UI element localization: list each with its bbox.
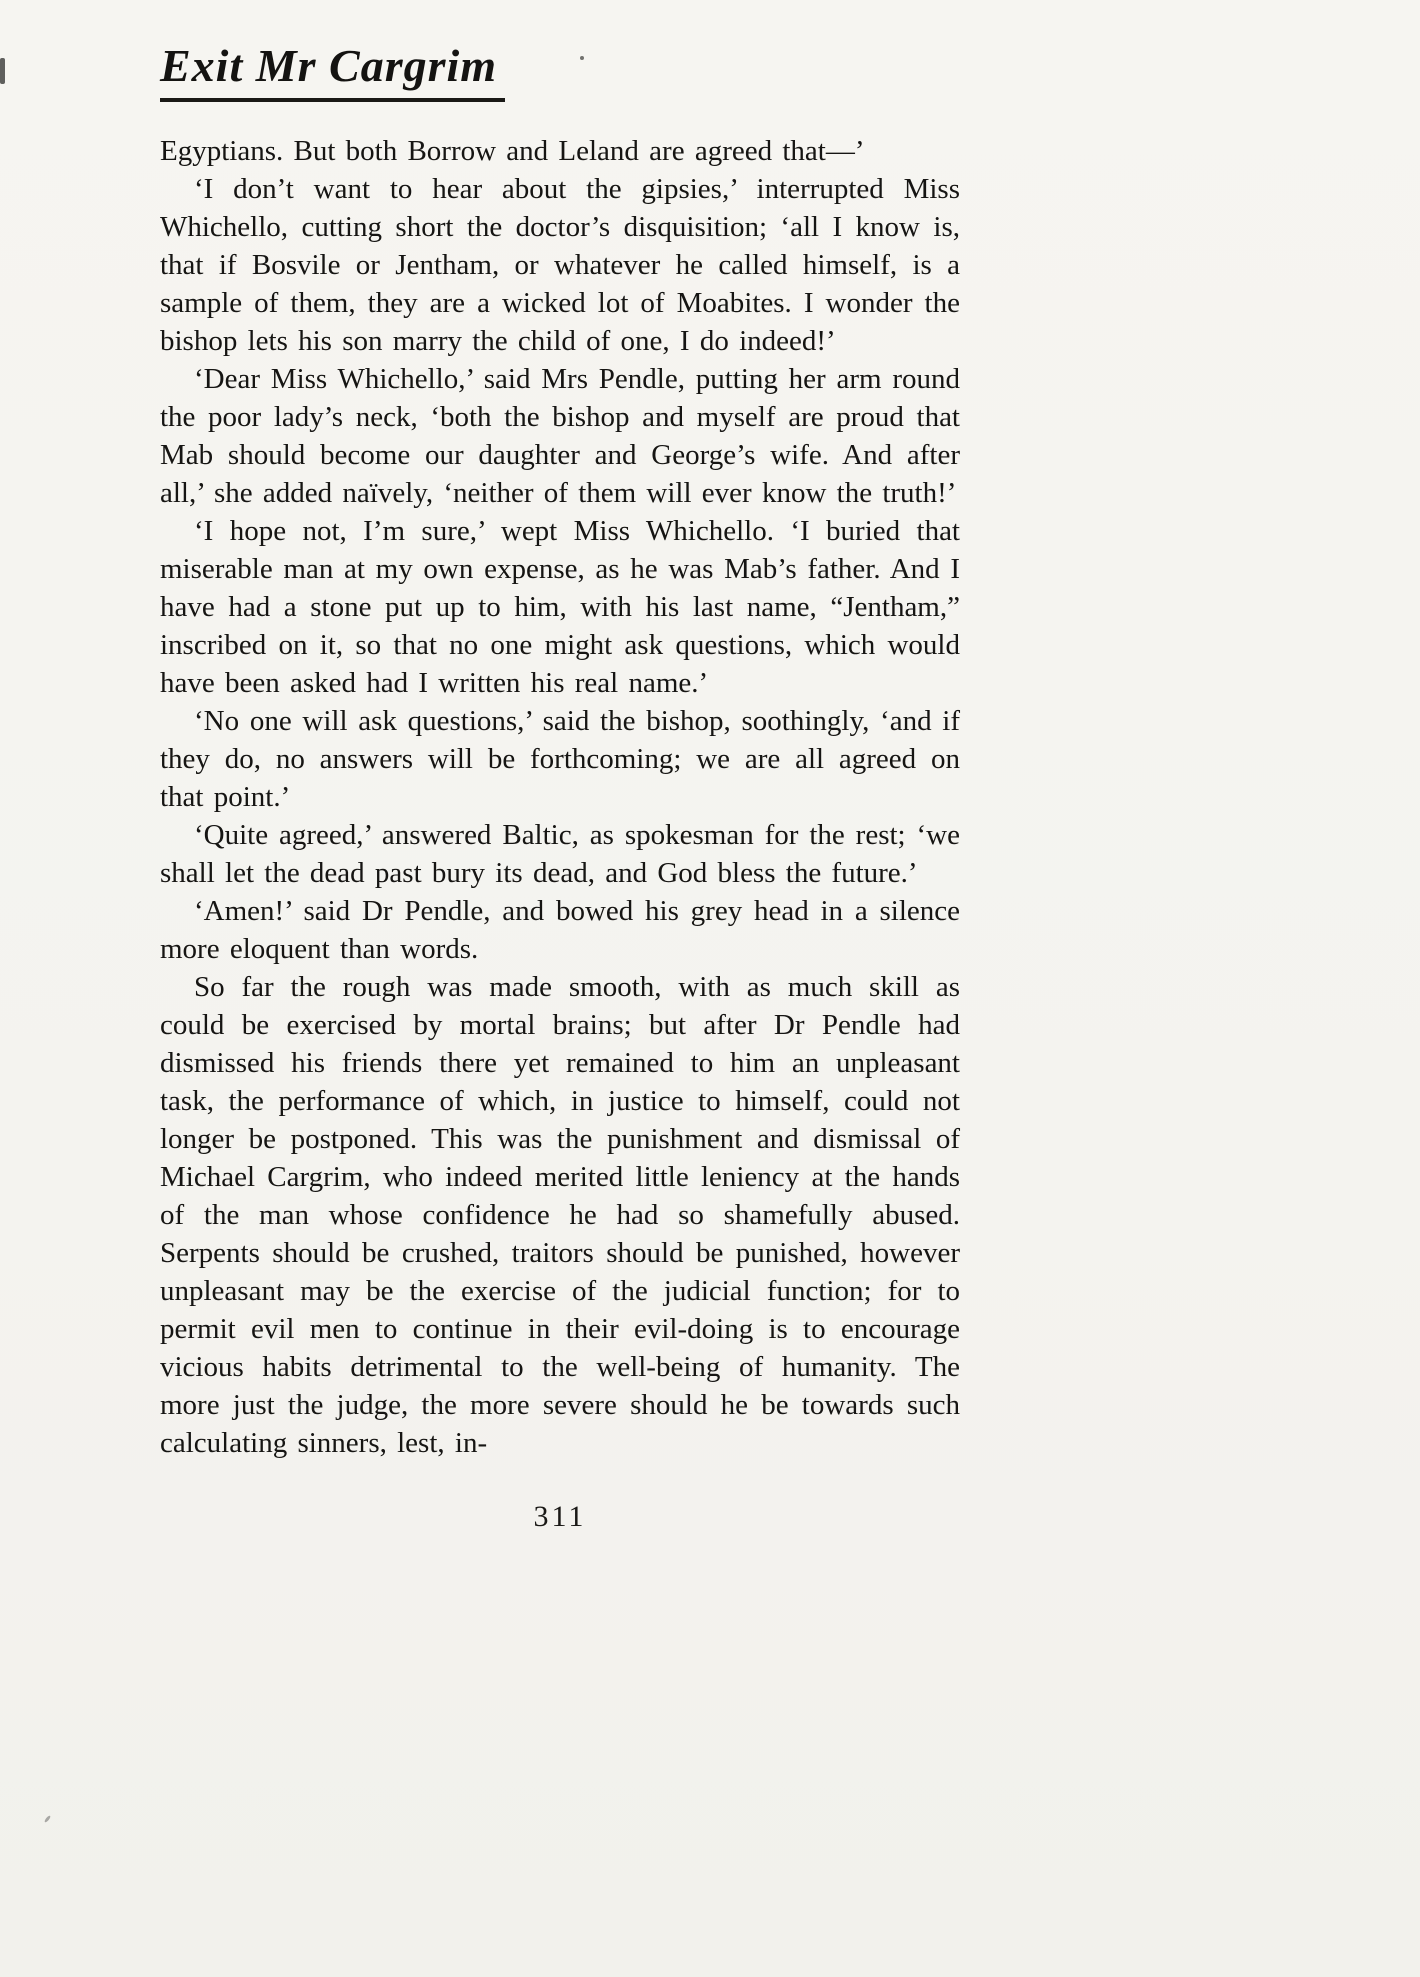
paragraph: So far the rough was made smooth, with as much skill as could be exercised by mortal brains; but after Dr Pendle had dismissed his friends there yet remained to him an unpleasant task, the performance of which, in justice to himself, could not longer be postponed. This was the punishment and dismissal of Michael Cargrim, who indeed merited little leniency at the hands of the man whose confidence he had so shamefully abused. Serpents should be crushed, traitors should be punished, however unpleasant may be the exercise of the judicial function; for to permit evil men to continue in their evil-doing is to encourage vicious habits detrimental to the well-being of humanity. The more just the judge, the more severe should he be towards such calculating sinners, lest, in- <box>160 971 960 1459</box>
paragraph: ‘I don’t want to hear about the gipsies,’ interrupted Miss Whichello, cutting short the doctor’s disquisition; ‘all I know is, that if Bosvile or Jentham, or whatever he called himself, is a sample of them, they are a wicked lot of Moabites. I wonder the bishop lets his son marry the child of one, I do indeed!’ <box>160 173 960 357</box>
scan-speck <box>0 58 5 84</box>
paragraph: ‘No one will ask questions,’ said the bishop, soothingly, ‘and if they do, no answers will be forthcoming; we are all agreed on that point.’ <box>160 705 960 813</box>
paragraph: ‘I hope not, I’m sure,’ wept Miss Whichello. ‘I buried that miserable man at my own expense, as he was Mab’s father. And I have had a stone put up to him, with his last name, “Jentham,” inscribed on it, so that no one might ask questions, which would have been asked had I written his real name.’ <box>160 515 960 699</box>
paragraph: ‘Quite agreed,’ answered Baltic, as spokesman for the rest; ‘we shall let the dead past bury its dead, and God bless the future.’ <box>160 819 960 889</box>
scan-speck <box>44 1815 51 1823</box>
text-column <box>160 40 960 1534</box>
running-header-title: Exit Mr Cargrim <box>160 40 505 102</box>
paragraph: ‘Dear Miss Whichello,’ said Mrs Pendle, putting her arm round the poor lady’s neck, ‘both the bishop and myself are proud that Mab should become our daughter and George’s wife. And after all,’ she added naïvely, ‘neither of them will ever know the truth!’ <box>160 363 960 509</box>
page-number: 311 <box>533 1500 587 1533</box>
paragraph: ‘Amen!’ said Dr Pendle, and bowed his grey head in a silence more eloquent than words. <box>160 895 960 965</box>
body-text <box>160 132 960 1462</box>
paragraph: Egyptians. But both Borrow and Leland are agreed that—’ <box>160 135 865 167</box>
